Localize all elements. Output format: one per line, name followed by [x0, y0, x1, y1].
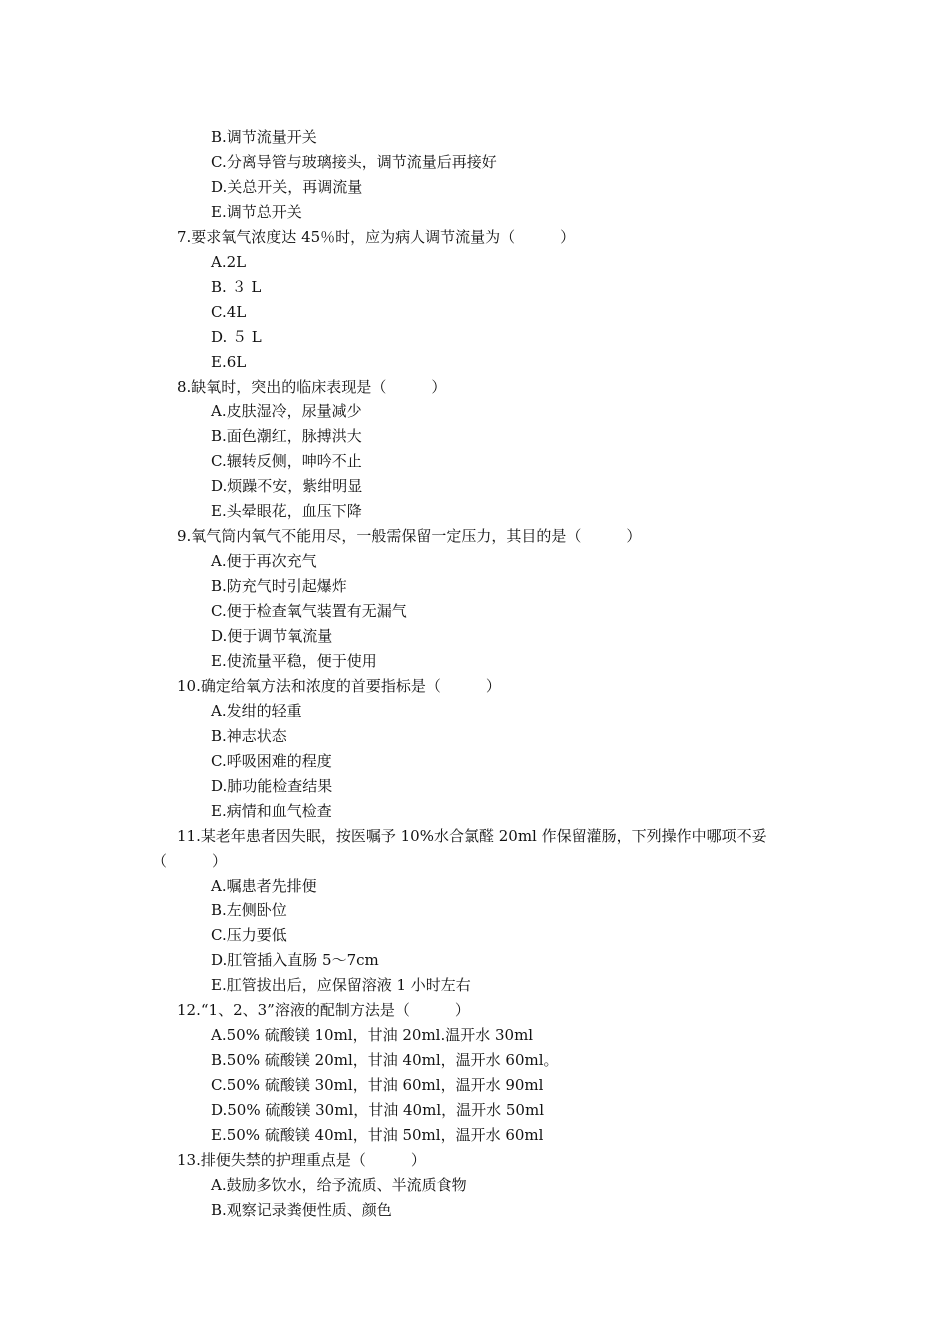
answer-option: B.防充气时引起爆炸 — [211, 577, 347, 596]
answer-option: D.肺功能检查结果 — [211, 776, 333, 795]
answer-option: D.肛管插入直肠 5～7cm — [211, 951, 379, 970]
answer-option: D.便于调节氧流量 — [211, 627, 333, 645]
answer-option: D.烦躁不安，紫绀明显 — [211, 477, 363, 496]
question-text-continued: （ ） — [152, 851, 228, 870]
answer-option: C.4L — [211, 302, 247, 321]
question-text: 8.缺氧时，突出的临床表现是（ ） — [177, 377, 447, 396]
answer-option: E.头晕眼花，血压下降 — [211, 502, 362, 521]
answer-option: B.观察记录粪便性质、颜色 — [211, 1200, 392, 1219]
answer-option: A.鼓励多饮水，给予流质、半流质食物 — [211, 1175, 467, 1194]
answer-option: A.便于再次充气 — [211, 552, 317, 571]
answer-option: C.压力要低 — [211, 926, 287, 945]
answer-option: E.肛管拔出后，应保留溶液 1 小时左右 — [211, 976, 471, 995]
answer-option: D.50% 硫酸镁 30ml，甘油 40ml，温开水 50ml — [211, 1101, 544, 1119]
answer-option: E.病情和血气检查 — [211, 801, 332, 820]
answer-option: E.50% 硫酸镁 40ml，甘油 50ml，温开水 60ml — [211, 1126, 544, 1144]
question-text: 13.排便失禁的护理重点是（ ） — [177, 1150, 426, 1169]
question-text: 7.要求氧气浓度达 45％时，应为病人调节流量为（ ） — [177, 227, 576, 246]
answer-option: C.50% 硫酸镁 30ml，甘油 60ml，温开水 90ml — [211, 1076, 544, 1095]
answer-option: A.2L — [211, 252, 247, 271]
answer-option: B. ３ L — [211, 277, 262, 296]
answer-option: D.关总开关，再调流量 — [211, 177, 363, 196]
answer-option: C.呼吸困难的程度 — [211, 751, 332, 770]
answer-option: C.便于检查氧气装置有无漏气 — [211, 602, 407, 620]
question-text: 9.氧气筒内氧气不能用尽，一般需保留一定压力，其目的是（ ） — [177, 527, 642, 546]
answer-option: B.左侧卧位 — [211, 901, 287, 920]
answer-option: A.发绀的轻重 — [211, 701, 302, 720]
answer-option: E.使流量平稳，便于使用 — [211, 651, 377, 670]
answer-option: B.50% 硫酸镁 20ml，甘油 40ml，温开水 60ml。 — [211, 1051, 559, 1070]
answer-option: C.分离导管与玻璃接头，调节流量后再接好 — [211, 152, 497, 171]
answer-option: B.调节流量开关 — [211, 128, 317, 146]
answer-option: D. ５ L — [211, 327, 262, 346]
answer-option: B.面色潮红，脉搏洪大 — [211, 427, 362, 446]
question-text: 12.“1、2、3”溶液的配制方法是（ ） — [177, 1001, 470, 1020]
answer-option: E.调节总开关 — [211, 202, 302, 221]
answer-option: B.神志状态 — [211, 726, 287, 745]
question-text: 10.确定给氧方法和浓度的首要指标是（ ） — [177, 676, 501, 695]
answer-option: A.50% 硫酸镁 10ml，甘油 20ml.温开水 30ml — [211, 1026, 534, 1045]
answer-option: C.辗转反侧，呻吟不止 — [211, 452, 362, 471]
answer-option: A.皮肤湿冷，尿量减少 — [211, 402, 362, 421]
question-text: 11.某老年患者因失眠，按医嘱予 10%水合氯醛 20ml 作保留灌肠，下列操作中哪项不妥 — [177, 826, 767, 845]
answer-option: E.6L — [211, 352, 247, 371]
answer-option: A.嘱患者先排便 — [211, 876, 317, 895]
